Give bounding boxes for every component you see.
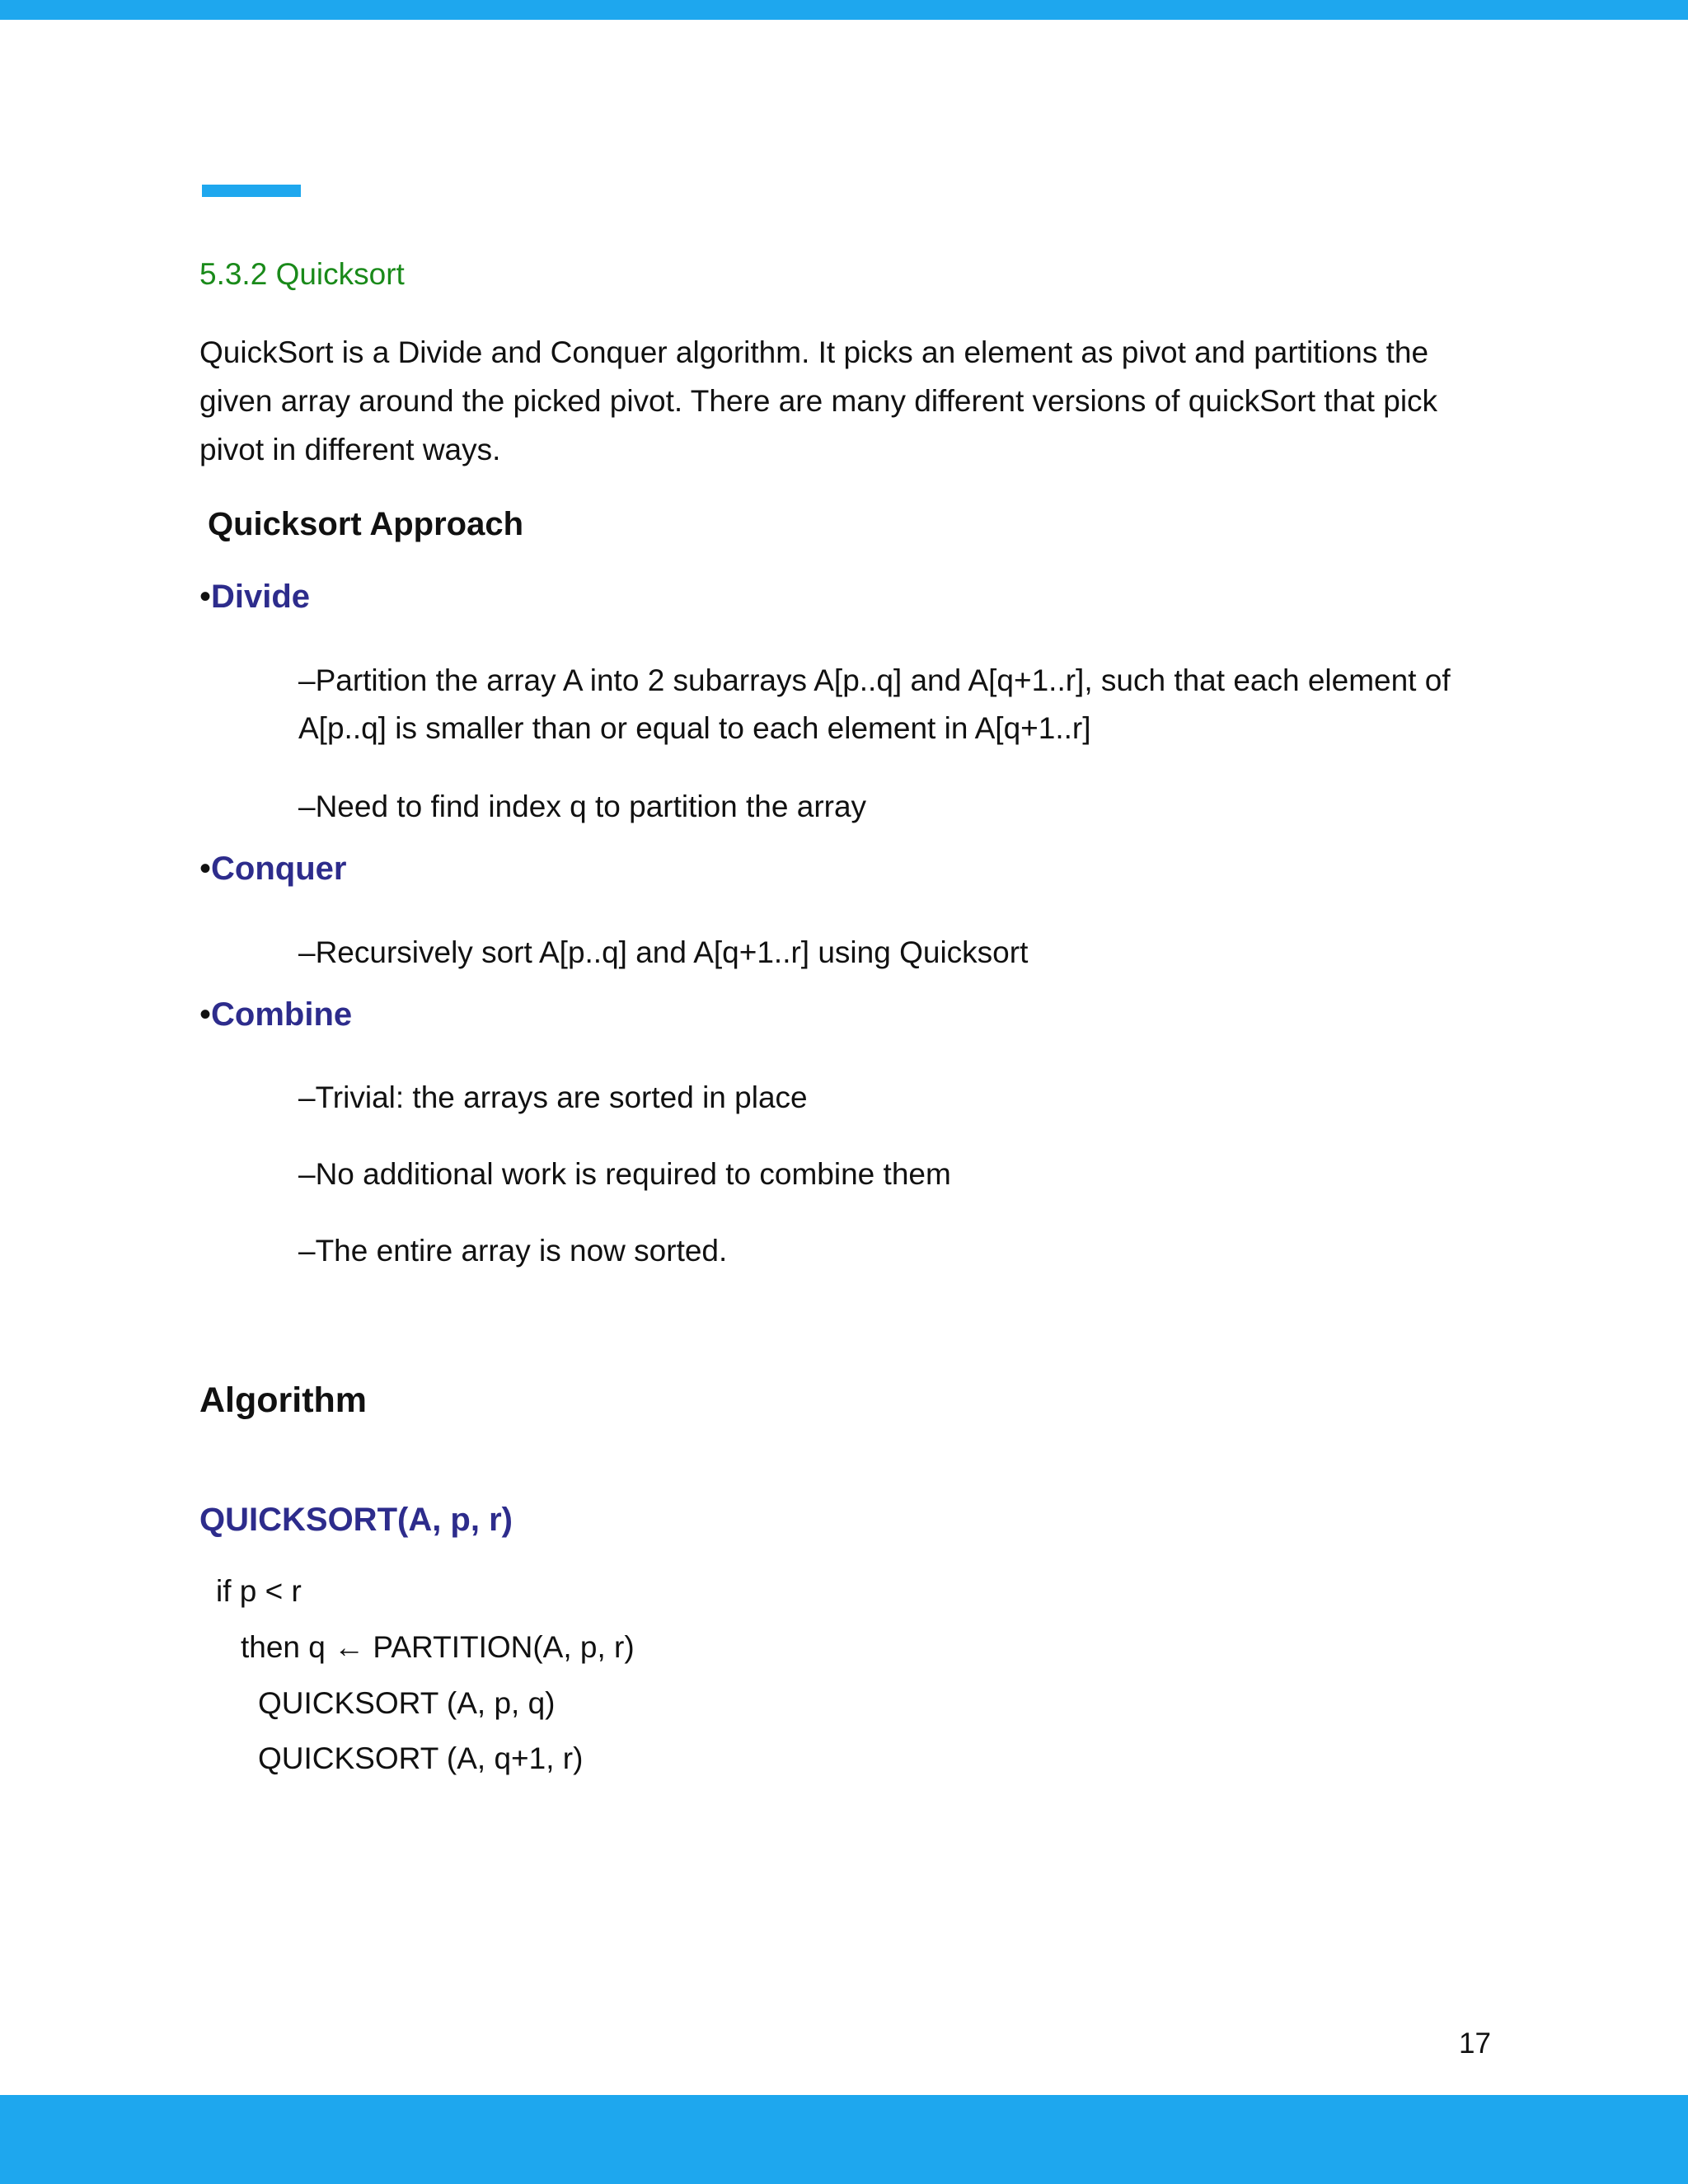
code-line-3: QUICKSORT (A, p, q)	[258, 1686, 556, 1720]
combine-item-3: –The entire array is now sorted.	[298, 1234, 728, 1268]
conquer-item-1: –Recursively sort A[p..q] and A[q+1..r] using Quicksort	[298, 935, 1029, 969]
divide-item-1: –Partition the array A into 2 subarrays A[p..q] and A[q+1..r], such that each element of A[p..q] is smaller than or equal to each element in A[q+1..r]	[298, 663, 1451, 745]
section-accent-line	[202, 185, 301, 197]
page-number: 17	[1459, 2027, 1491, 2060]
bullet-conquer	[199, 851, 346, 888]
code-line-4: QUICKSORT (A, q+1, r)	[258, 1741, 584, 1775]
combine-item-2: –No additional work is required to combine them	[298, 1157, 951, 1191]
approach-heading: Quicksort Approach	[208, 506, 524, 542]
section-title: 5.3.2 Quicksort	[199, 257, 405, 291]
algorithm-heading: Algorithm	[199, 1380, 368, 1420]
combine-item-1: –Trivial: the arrays are sorted in place	[298, 1080, 808, 1114]
top-accent-bar	[0, 0, 1688, 20]
bullet-combine-label: Combine	[211, 996, 353, 1033]
intro-paragraph: QuickSort is a Divide and Conquer algorithm. It picks an element as pivot and partitions the given array around the picked pivot. There are many different versions of quickSort that pick pivot in different ways.	[199, 335, 1438, 466]
code-line-2: then q ← PARTITION(A, p, r)	[241, 1630, 635, 1664]
algorithm-title: QUICKSORT(A, p, r)	[199, 1502, 513, 1538]
code-line-1: if p < r	[216, 1574, 302, 1608]
divide-item-2: –Need to find index q to partition the array	[298, 790, 867, 823]
bullet-divide	[199, 579, 310, 616]
bullet-divide-label: Divide	[211, 579, 311, 615]
bullet-combine	[199, 996, 352, 1033]
bullet-glyph: •	[199, 851, 212, 887]
bottom-accent-bar	[0, 2095, 1688, 2184]
bullet-glyph: •	[199, 579, 212, 615]
bullet-conquer-label: Conquer	[211, 851, 347, 887]
bullet-glyph: •	[199, 996, 212, 1033]
